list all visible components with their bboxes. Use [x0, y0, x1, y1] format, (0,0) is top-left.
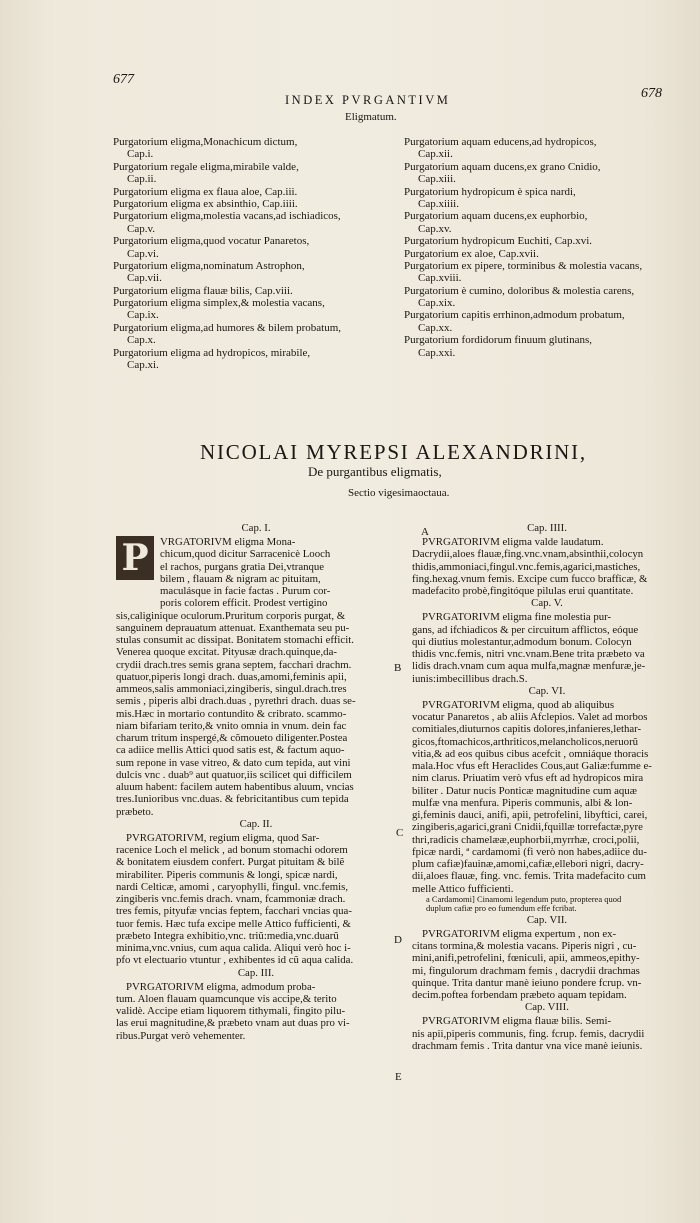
col-right-line: nis apii,piperis communis, fing. fcrup. femis, dacrydii	[412, 1027, 645, 1040]
col-left-line: dulcis vnc . duab⁹ aut quatuor,iis scilicet qui difficilem	[116, 768, 352, 781]
col-left-line: ammeos,salis ammoniaci,zingiberis, singul.drach.tres	[116, 683, 347, 695]
col-right-line: zingiberis,agarici,grani Cnidii,fquillæ torrefactæ,pyre	[412, 821, 643, 834]
col-right-line: mala.Hoc vfus eft Heraclides Cous,aut Galiæ:fumme e-	[412, 760, 652, 772]
col-right-line: PVRGATORIVM eligma fine molestia pur-	[422, 611, 612, 624]
col-left-line: niam bifariam terito,& vnito omnia in vnum. dein fac	[116, 719, 347, 732]
idx-left-line: Cap.ix.	[127, 309, 159, 322]
col-right-line: PVRGATORIVM eligma flauæ bilis. Semi-	[422, 1015, 612, 1028]
col-right-line: vocatur Panaretos , ab aliis Afclepios. Valet ad morbos	[412, 711, 648, 723]
col-right-line: mulfæ vna menfura. Piperis communis, albi & lon-	[412, 796, 633, 809]
margin-letter-d: D	[394, 934, 402, 946]
margin-letter-a: A	[421, 526, 429, 538]
col-left-line: validè. Accipe etiam liquorem tithymali, fingito pilu-	[116, 1005, 346, 1017]
col-right-line: PVRGATORIVM eligma expertum , non ex-	[422, 927, 617, 940]
col-right-line: decim.poftea forbendam præbeto aquam tepidam.	[412, 989, 627, 1001]
col-right-line: Cap. VIII.	[525, 1001, 569, 1014]
idx-left-line: Cap.v.	[127, 222, 156, 235]
col-right-line: Dacrydii,aloes flauæ,fing.vnc.vnam,absinthii,colocyn	[412, 548, 644, 561]
col-right-line: duplum cafiæ pro eo fumendum effe fcribat.	[426, 903, 577, 914]
col-left-line: crydii drach.tres semis grana septem, facchari drachm.	[116, 658, 352, 671]
col-left-line: mis.Hæc in mortario contundito & cribrato. scammo-	[116, 707, 347, 720]
col-left-line: Cap. II.	[239, 817, 273, 830]
col-right-line: plum cafiæ)fauinæ,amomi,cafiæ,ellebori nigri, dacry-	[412, 858, 644, 870]
idx-left-line: Cap.vii.	[127, 272, 162, 285]
index-list-left	[113, 136, 393, 371]
col-left-line: semis , piperis albi drach.duas , pyrethri drach. duas se-	[116, 695, 356, 708]
idx-left-line: Purgatorium eligma ex absinthio, Cap.iiii.	[113, 197, 298, 210]
idx-right-line: Purgatorium hydropicum è spica nardi,	[404, 185, 576, 198]
col-left-line: præbeto.	[116, 805, 154, 818]
idx-right-line: Purgatorium ex aloe, Cap.xvii.	[404, 247, 539, 260]
idx-right-line: Purgatorium aquam educens,ad hydropicos,	[404, 136, 597, 148]
text-column-left	[116, 522, 396, 1042]
author-heading: NICOLAI MYREPSI ALEXANDRINI,	[200, 440, 587, 464]
col-left-line: poris colorem efficit. Prodest vertigino	[160, 597, 328, 610]
col-right-line: drachmam femis . Trita dantur vna vice manè ieiunis.	[412, 1039, 643, 1052]
idx-right-line: Purgatorium ex pipere, torminibus & molestia vacans,	[404, 259, 643, 272]
col-right-line: qui diutius molestantur,admodum bonum. Colocyn	[412, 635, 632, 648]
idx-right-line: Cap.xix.	[418, 297, 456, 310]
col-left-line: præbeto Integra exhibitio,vnc. triũ:media,vnc.duarũ	[116, 929, 339, 942]
col-right-line: biliter . Datur nucis Ponticæ magnitudine cum aquæ	[412, 784, 637, 797]
illuminated-initial: P	[116, 536, 154, 580]
idx-left-line: Purgatorium eligma,ad humores & bilem probatum,	[113, 321, 342, 334]
col-left-line: nardi Celticæ, amomi , caryophylli, fingul. vnc.femis,	[116, 880, 349, 893]
col-left-line: bilem , flauam & nigram ac pituitam,	[160, 572, 321, 585]
col-left-line: minima,vnc.vnius, cum aqua calida. Aliqui verò hoc i-	[116, 942, 351, 954]
idx-right-line: Cap.xiiii.	[418, 197, 459, 210]
idx-left-line: Purgatorium eligma,Monachicum dictum,	[113, 136, 298, 148]
col-left-line: ribus.Purgat verò vehementer.	[116, 1029, 246, 1042]
idx-left-line: Purgatorium regale eligma,mirabile valde,	[113, 160, 299, 173]
col-right-line: gi,feminis dauci, anifi, apii, petrofelini, libyftici, carei,	[412, 809, 648, 821]
col-right-line: fing.hexag.vnum femis. Excipe cum fucco brafficæ, &	[412, 572, 648, 585]
col-right-line: mini,anifi,petrofelini, fœniculi, apii, ammeos,epithy-	[412, 952, 640, 965]
idx-right-line: Cap.xx.	[418, 321, 453, 334]
index-subtitle: Eligmatum.	[345, 111, 397, 123]
col-right-line: mi, fingulorum drachmam femis , dacrydii drachmas	[412, 964, 640, 977]
idx-left-line: Purgatorium eligma ad hydropicos, mirabile,	[113, 346, 311, 359]
col-right-line: melle Attico fufficienti.	[412, 882, 514, 895]
col-right-line: vitia,& ad eos quibus cibus acefcit , omniáque thoracis	[412, 747, 649, 760]
idx-right-line: Purgatorium fordidorum finuum glutinans,	[404, 334, 593, 347]
idx-right-line: Purgatorium è cumino, doloribus & molestia carens,	[404, 284, 635, 297]
col-left-line: sum repone in vase vitreo, & dato cum tepida, aut vini	[116, 756, 351, 769]
idx-right-line: Purgatorium capitis errhinon,admodum probatum,	[404, 309, 625, 322]
col-left-line: PVRGATORIVM eligma, admodum proba-	[126, 980, 316, 993]
col-left-line: chicum,quod dicitur Sarracenicè Looch	[160, 548, 331, 561]
idx-left-line: Cap.xi.	[127, 359, 159, 372]
idx-right-line: Cap.xviii.	[418, 272, 462, 285]
idx-right-line: Cap.xv.	[418, 222, 452, 235]
col-left-line: Cap. I.	[241, 522, 271, 534]
col-left-line: PVRGATORIVM, regium eligma, quod Sar-	[126, 831, 320, 844]
idx-left-line: Purgatorium eligma simplex,& molestia vacans,	[113, 297, 325, 310]
idx-left-line: Purgatorium eligma,nominatum Astrophon,	[113, 259, 305, 272]
col-right-line: Cap. IIII.	[527, 522, 567, 534]
col-left-line: charum tritum inspergé,& cõmoueto diligenter.Postea	[116, 732, 348, 744]
margin-letter-e: E	[395, 1071, 402, 1083]
idx-left-line: Cap.vi.	[127, 247, 159, 260]
col-left-line: racenice Loch el melick , ad bonum stomachi odorem	[116, 844, 348, 856]
idx-right-line: Purgatorium hydropicum Euchiti, Cap.xvi.	[404, 235, 592, 248]
col-right-line: PVRGATORIVM eligma valde laudatum.	[422, 536, 604, 548]
section-heading: Sectio vigesimaoctaua.	[348, 487, 450, 499]
col-right-line: citans tormina,& molestia vacans. Piperis nigri , cu-	[412, 940, 637, 952]
col-left-line: sanguinem deprauatum attenuat. Exanthemata seu pu-	[116, 621, 350, 634]
col-left-line: ca adiice mellis Attici quod satis est, & factum aquo-	[116, 744, 345, 757]
col-left-line: zingiberis vnc.femis drach. vnam, fcammoniæ drach.	[116, 893, 346, 905]
col-right-line: thidis,ammoniaci,fingul.vnc.femis,agarici,mastiches,	[412, 560, 641, 573]
col-right-line: Cap. V.	[531, 597, 563, 610]
idx-right-line: Purgatorium aquam ducens,ex grano Cnidio,	[404, 160, 601, 173]
text-column-right	[412, 522, 682, 1052]
idx-right-line: Cap.xii.	[418, 148, 453, 161]
page-number-right: 678	[641, 86, 662, 101]
col-left-line: VRGATORIVM eligma Mona-	[160, 536, 296, 548]
col-left-line: el rachos, purgans gratia Dei,vtranque	[160, 560, 325, 573]
col-right-line: thri,radicis chamelææ,euphorbii,myrrhæ, croci,polii,	[412, 833, 640, 846]
idx-left-line: Purgatorium eligma,quod vocatur Panaretos,	[113, 235, 310, 248]
col-right-line: gans, ad ifchiadicos & per circuitum afflictos, eóque	[412, 623, 639, 636]
col-right-line: iunis:imbecillibus drach.S.	[412, 672, 528, 685]
col-left-line: & bonitatem eiusdem confert. Purgat pituitam & bilẽ	[116, 856, 345, 869]
col-right-line: lidis drach.vnam cum aqua mulfa,magnæ menfuræ,je-	[412, 660, 646, 673]
page-number-left: 677	[113, 72, 134, 87]
idx-left-line: Cap.x.	[127, 334, 156, 347]
col-left-line: Venerea quoque excitat. Pityusæ drach.quinque,da-	[116, 646, 337, 659]
col-right-line: PVRGATORIVM eligma, quod ab aliquibus	[422, 698, 615, 711]
col-left-line: quatuor,piperis longi drach. duas,amomi,feminis apii,	[116, 670, 347, 683]
col-left-line: mirabiliter. Piperis communis & longi, spicæ nardi,	[116, 868, 338, 881]
idx-left-line: Cap.i.	[127, 148, 154, 161]
col-left-line: stulas consumit ac dissipat. Bonitatem stomachi efficit.	[116, 634, 354, 646]
col-left-line: Cap. III.	[237, 966, 275, 979]
index-title: INDEX PVRGANTIVM	[285, 93, 451, 107]
margin-letter-c: C	[396, 827, 404, 839]
col-right-line: comitiales,diuturnos capitis dolores,infanieres,lethar-	[412, 723, 642, 736]
col-right-line: gicos,ftomachicos,arthriticos,melancholicos,neruorũ	[412, 735, 639, 748]
idx-left-line: Purgatorium eligma ex flaua aloe, Cap.iii.	[113, 185, 298, 198]
col-left-line: maculásque in facie factas . Purum cor-	[160, 585, 331, 597]
col-right-line: nim clarus. Priuatim verò vfus eft ad hydropicos mira	[412, 772, 644, 785]
idx-right-line: Purgatorium aquam ducens,ex euphorbio,	[404, 210, 588, 223]
col-left-line: aluum habent: facilem autem habentibus aluum, vncias	[116, 781, 354, 793]
col-left-line: tuor femis. Hæc tufa excipe melle Attico fufficienti, &	[116, 917, 351, 930]
col-left-line: las erui magnitudine,& præbeto vnam aut duas pro vi-	[116, 1017, 350, 1030]
margin-letter-b: B	[394, 662, 402, 674]
idx-left-line: Purgatorium eligma,molestia vacans,ad ischiadicos,	[113, 210, 341, 223]
col-right-line: thidis vnc.femis, nitri vnc.vnam.Bene trita præbeto va	[412, 648, 645, 660]
col-left-line: tres.Iunioribus vnc.duas. & febricitantibus cum tepida	[116, 793, 349, 806]
col-left-line: tres femis, pityufæ vncias feptem, facchari vncias qua-	[116, 905, 352, 918]
col-right-line: fpicæ nardi, ª cardamomi (fi verò non habes,adiice du-	[412, 845, 648, 858]
idx-right-line: Cap.xiii.	[418, 173, 456, 186]
index-list-right	[404, 136, 684, 359]
work-title: De purgantibus eligmatis,	[308, 464, 442, 479]
col-right-line: madefacito probè,fingitóque pilulas erui quantitate.	[412, 585, 634, 597]
idx-left-line: Purgatorium eligma flauæ bilis, Cap.viii.	[113, 284, 293, 297]
col-right-line: a Cardamomi] Cinamomi legendum puto, propterea quod	[426, 893, 622, 904]
col-right-line: Cap. VI.	[528, 684, 566, 697]
col-left-line: pfo vt electuario vtuntur , exhibentes id cũ aqua calida.	[116, 954, 354, 967]
col-left-line: sis,caliginique oculorum.Pruritum corporis purgat, &	[116, 609, 346, 622]
idx-right-line: Cap.xxi.	[418, 346, 456, 359]
idx-left-line: Cap.ii.	[127, 173, 157, 186]
col-right-line: dii,aloes flauæ, fing. vnc. femis. Trita madefacito cum	[412, 870, 646, 883]
col-right-line: quinque. Trita dantur manè ieiuno pondere fcrup. vn-	[412, 976, 642, 989]
col-right-line: Cap. VII.	[526, 913, 568, 926]
col-left-line: tum. Aloen flauam quamcunque vis accipe,& terito	[116, 992, 337, 1005]
